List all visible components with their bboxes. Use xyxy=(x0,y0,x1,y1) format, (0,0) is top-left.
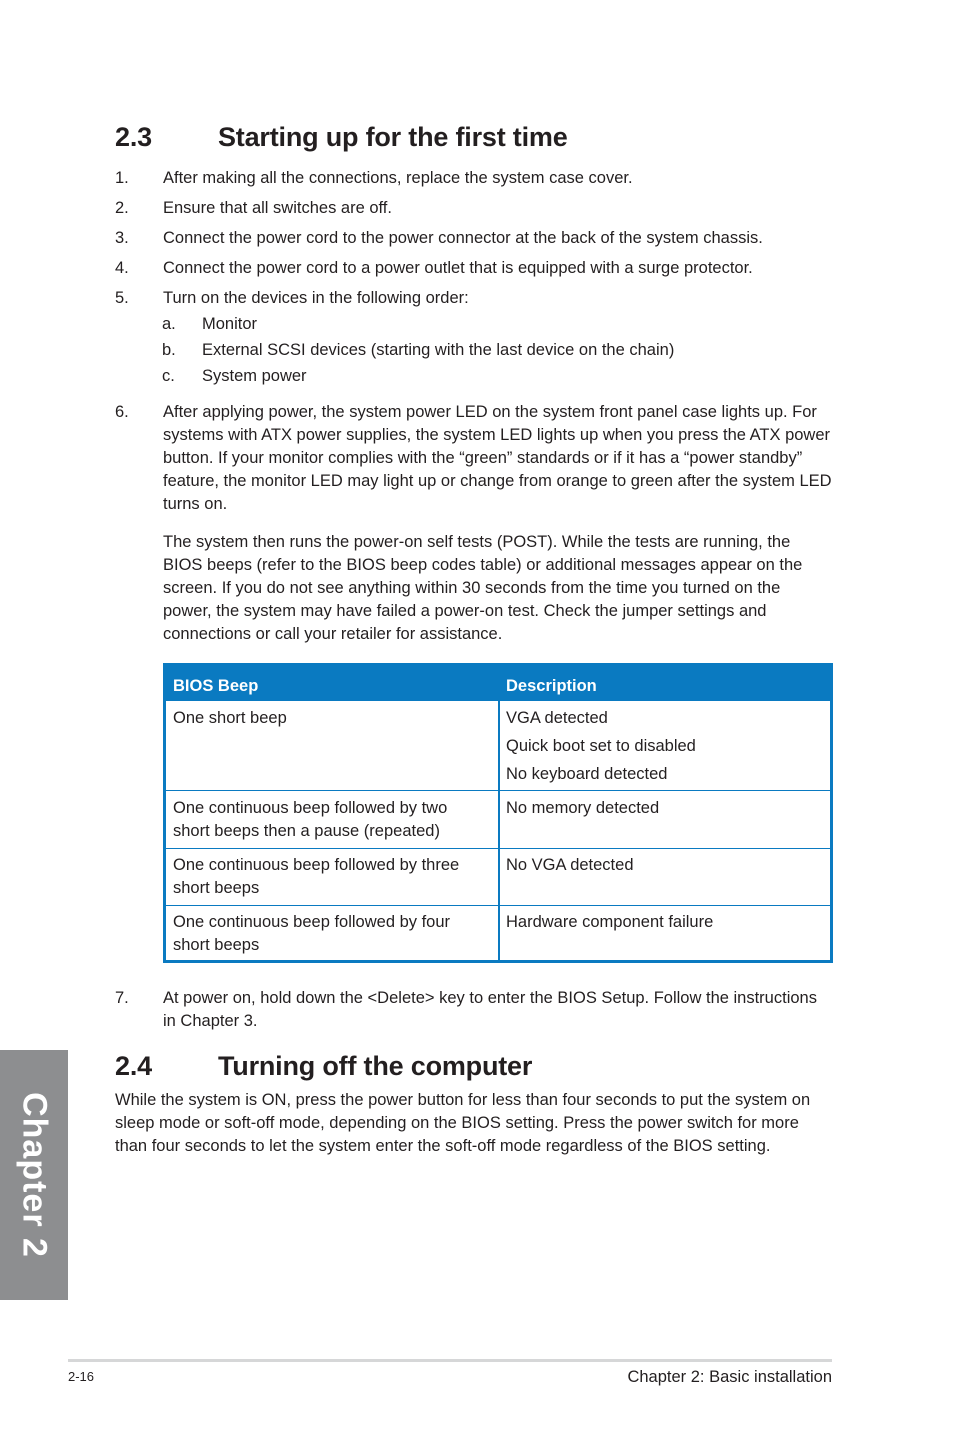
turning-off-paragraph: While the system is ON, press the power button for less than four seconds to put the system on sleep mode or soft-off mode, depending on the BIOS setting. Press the power switch for more than four seconds to let the system enter the soft-off mode regardless of the BIOS setting. xyxy=(115,1091,811,1155)
step-text: After making all the connections, replace the system case cover. xyxy=(163,169,633,187)
step-text: Connect the power cord to the power connector at the back of the system chassis. xyxy=(163,229,763,247)
section-number: 2.4 xyxy=(115,1051,152,1081)
sub-step-text: Monitor xyxy=(202,315,258,333)
table-cell-description: No memory detected xyxy=(506,799,660,817)
section-number: 2.3 xyxy=(115,122,152,152)
footer-chapter-title: Chapter 2: Basic installation xyxy=(627,1368,832,1386)
step-text: Turn on the devices in the following order: xyxy=(163,289,469,307)
step-number: 5. xyxy=(115,289,129,307)
step-text: Connect the power cord to a power outlet that is equipped with a surge protector. xyxy=(163,259,753,277)
table-cell-beep: One continuous beep followed by two short beeps then a pause (repeated) xyxy=(173,799,448,840)
table-cell-description: Quick boot set to disabled xyxy=(506,737,696,755)
step-number: 6. xyxy=(115,403,129,421)
table-cell-beep: One short beep xyxy=(173,709,287,727)
chapter-tab-label: Chapter 2 xyxy=(15,1092,54,1258)
post-paragraph: The system then runs the power-on self tests (POST). While the tests are running, the BIOS beeps (refer to the BIOS beep codes table) or additional messages appear on the screen. If you do not see anything within 30 seconds from the time you turned on the power, the system may have failed a power-on test. Check the jumper settings and connections or call your retailer for assistance. xyxy=(163,533,803,643)
step-text: At power on, hold down the <Delete> key to enter the BIOS Setup. Follow the instructions in Chapter 3. xyxy=(163,989,817,1030)
sub-step-letter: b. xyxy=(162,341,176,359)
bios-beep-table xyxy=(163,663,833,963)
column-header-description: Description xyxy=(506,677,597,695)
table-cell-description: VGA detected xyxy=(506,709,608,727)
section-title: Turning off the computer xyxy=(218,1051,533,1081)
chapter-side-tab xyxy=(0,1050,68,1300)
table-cell-description: No VGA detected xyxy=(506,856,634,874)
step-text: After applying power, the system power LED on the system front panel case lights up. For systems with ATX power supplies, the system LED lights up when you press the ATX power button. If your monitor complies with the “green” standards or if it has a “power standby” feature, the monitor LED may light up or change from orange to green after the system LED turns on. xyxy=(163,403,832,513)
step-number: 4. xyxy=(115,259,129,277)
row-divider xyxy=(166,790,830,791)
step-number: 1. xyxy=(115,169,129,187)
column-header-bios-beep: BIOS Beep xyxy=(173,677,259,695)
step-text: Ensure that all switches are off. xyxy=(163,199,392,217)
section-title: Starting up for the first time xyxy=(218,122,568,152)
table-cell-description: No keyboard detected xyxy=(506,765,668,783)
step-number: 3. xyxy=(115,229,129,247)
sub-step-text: External SCSI devices (starting with the last device on the chain) xyxy=(202,341,675,359)
sub-step-letter: c. xyxy=(162,367,175,385)
section-heading-2-3 xyxy=(115,122,568,152)
page-number: 2-16 xyxy=(68,1369,95,1384)
footer-rule xyxy=(68,1359,832,1362)
step-number: 2. xyxy=(115,199,129,217)
table-cell-description: Hardware component failure xyxy=(506,913,714,931)
row-divider xyxy=(166,905,830,906)
step-number: 7. xyxy=(115,989,129,1007)
table-cell-beep: One continuous beep followed by three short beeps xyxy=(173,856,460,897)
sub-step-text: System power xyxy=(202,367,307,385)
table-header xyxy=(166,666,830,701)
table-cell-beep: One continuous beep followed by four short beeps xyxy=(173,913,451,954)
section-heading-2-4 xyxy=(115,1051,533,1081)
row-divider xyxy=(166,848,830,849)
column-divider xyxy=(498,701,500,960)
sub-step-letter: a. xyxy=(162,315,176,333)
